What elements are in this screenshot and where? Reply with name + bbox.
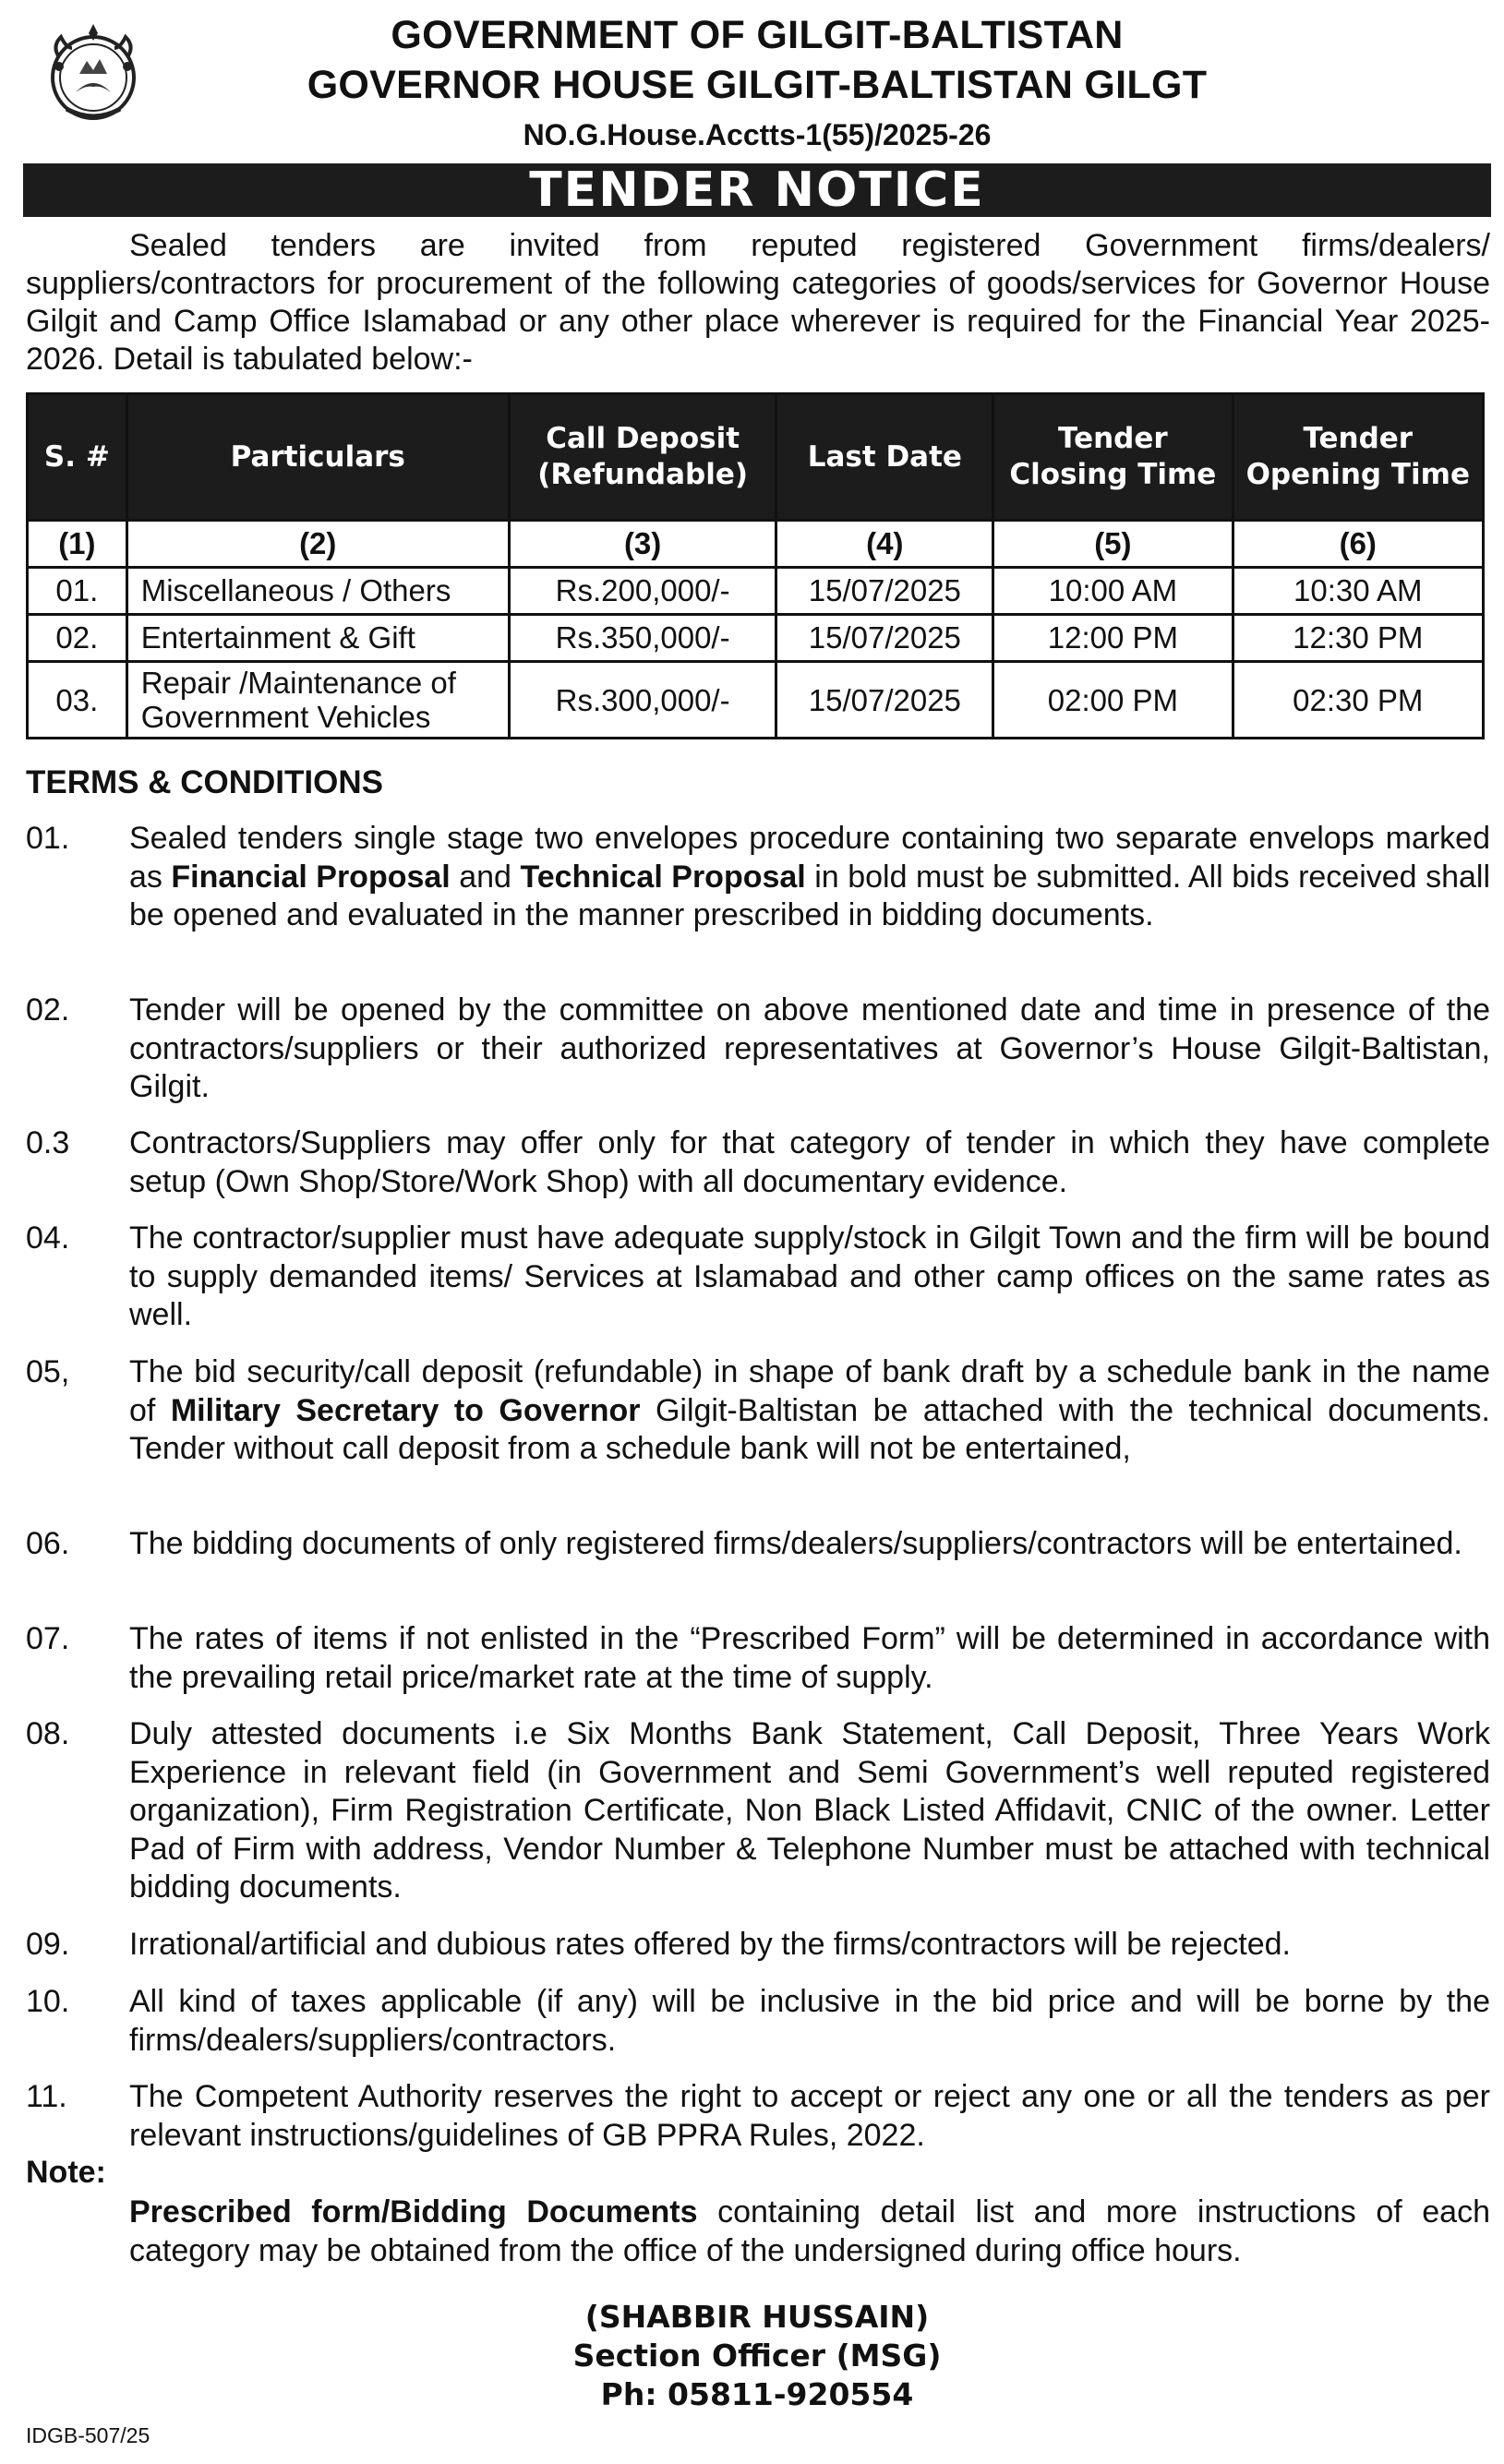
table-row <box>28 615 1484 662</box>
row-call-deposit: Rs.350,000/- <box>509 615 776 662</box>
header-line-2: GOVERNOR HOUSE GILGIT-BALTISTAN GILGT <box>307 63 1208 107</box>
table-row <box>28 662 1484 739</box>
row-sno: 02. <box>28 615 127 662</box>
column-number-row <box>28 521 1484 568</box>
term-item <box>26 820 1490 935</box>
term-number: 01. <box>26 821 70 856</box>
term-text: The Competent Authority reserves the right to accept or reject any one or all the tenders as per relevant instructions/guidelines of GB PPRA Rules, 2022. <box>129 2079 1490 2153</box>
column-number: (6) <box>1233 521 1483 568</box>
term-item <box>26 1715 1490 1907</box>
term-text: Contractors/Suppliers may offer only for that category of tender in which they have complete setup (Own Shop/Store/Work Shop) with all documentary evidence. <box>129 1125 1490 1199</box>
term-item <box>26 1525 1490 1564</box>
column-number: (4) <box>776 521 993 568</box>
column-number: (2) <box>126 521 509 568</box>
signatory-phone: Ph: 05811-920554 <box>600 2376 914 2412</box>
header-call-deposit: Call Deposit (Refundable) <box>509 394 776 521</box>
term-item <box>26 1926 1490 1965</box>
column-number: (5) <box>993 521 1233 568</box>
term-text: The contractor/supplier must have adequate supply/stock in Gilgit Town and the firm will be bound to supply demanded items/ Services at Islamabad and other camp offices on the same rates as well. <box>129 1220 1490 1332</box>
note-text-part: containing detail list and more instructions of each category may be obtained from the office of the undersigned during office hours. <box>129 2194 1490 2268</box>
term-text: Tender will be opened by the committee on above mentioned date and time in presence of the contractors/suppliers or their authorized representatives at Governor’s House Gilgit-Baltistan, Gilgit. <box>129 992 1490 1104</box>
column-number: (1) <box>28 521 127 568</box>
row-call-deposit: Rs.300,000/- <box>509 662 776 739</box>
row-opening-time: 10:30 AM <box>1233 568 1483 615</box>
term-bold-part: Technical Proposal <box>520 859 806 895</box>
emblem-icon <box>39 20 148 129</box>
tender-notice-banner: TENDER NOTICE <box>23 163 1491 217</box>
term-text: The rates of items if not enlisted in the “Prescribed Form” will be determined in accordance with the prevailing retail price/market rate at the time of supply. <box>129 1621 1490 1695</box>
term-number: 02. <box>26 992 70 1028</box>
term-text-part: Sealed tenders single stage two envelopes procedure containing two separate envelops marked as <box>129 821 1490 895</box>
row-particulars: Miscellaneous / Others <box>126 568 509 615</box>
signatory-name: (SHABBIR HUSSAIN) <box>584 2299 930 2335</box>
term-text <box>129 820 1490 935</box>
header-opening-time: Tender Opening Time <box>1233 394 1483 521</box>
row-call-deposit: Rs.200,000/- <box>509 568 776 615</box>
row-sno: 01. <box>28 568 127 615</box>
reference-number: NO.G.House.Acctts-1(55)/2025-26 <box>523 118 992 151</box>
header-last-date: Last Date <box>776 394 993 521</box>
note-label: Note: <box>26 2155 106 2190</box>
header-closing-time: Tender Closing Time <box>993 394 1233 521</box>
term-number: 08. <box>26 1716 70 1751</box>
term-text-part: Gilgit-Baltistan be attached with the technical documents. Tender without call deposit from a schedule bank will not be entertained, <box>129 1392 1490 1466</box>
row-last-date: 15/07/2025 <box>776 662 993 739</box>
term-number: 0.3 <box>26 1125 70 1160</box>
terms-title: TERMS & CONDITIONS <box>26 764 383 800</box>
row-closing-time: 10:00 AM <box>993 568 1233 615</box>
term-text-part: in bold must be submitted. All bids received shall be opened and evaluated in the manner prescribed in bidding documents. <box>129 859 1490 932</box>
term-bold-part: Military Secretary to Governor <box>170 1392 641 1428</box>
term-text: The bidding documents of only registered firms/dealers/suppliers/contractors will be entertained. <box>129 1526 1462 1561</box>
row-last-date: 15/07/2025 <box>776 568 993 615</box>
row-closing-time: 02:00 PM <box>993 662 1233 739</box>
term-text: All kind of taxes applicable (if any) will be inclusive in the bid price and will be borne by the firms/dealers/suppliers/contractors. <box>129 1984 1490 2058</box>
row-particulars: Entertainment & Gift <box>126 615 509 662</box>
term-text: Duly attested documents i.e Six Months Bank Statement, Call Deposit, Three Years Work Experience in relevant field (in Government and Semi Government’s well reputed registered organization), Firm Registration Certificate, Non Black Listed Affidavit, CNIC of the owner. Letter Pad of Firm with address, Vendor Number & Telephone Number must be attached with technical bidding documents. <box>129 1716 1490 1905</box>
row-opening-time: 12:30 PM <box>1233 615 1483 662</box>
row-last-date: 15/07/2025 <box>776 615 993 662</box>
row-opening-time: 02:30 PM <box>1233 662 1483 739</box>
footer-code: IDGB-507/25 <box>26 2423 150 2447</box>
tender-table <box>26 392 1485 739</box>
term-text <box>129 1353 1490 1469</box>
header-line-1: GOVERNMENT OF GILGIT-BALTISTAN <box>391 13 1124 57</box>
note-text <box>129 2194 1490 2270</box>
header-sno: S. # <box>28 394 127 521</box>
row-closing-time: 12:00 PM <box>993 615 1233 662</box>
table-header-row <box>28 394 1484 521</box>
term-item <box>26 1620 1490 1697</box>
term-number: 04. <box>26 1220 70 1256</box>
term-text-part: and <box>450 859 521 895</box>
term-item <box>26 1124 1490 1201</box>
term-item <box>26 1353 1490 1469</box>
term-number: 05, <box>26 1354 70 1389</box>
term-number: 06. <box>26 1526 70 1561</box>
row-particulars: Repair /Maintenance of Government Vehicles <box>126 662 509 739</box>
header-particulars: Particulars <box>126 394 509 521</box>
term-number: 11. <box>26 2079 67 2114</box>
term-item <box>26 1220 1490 1335</box>
term-text: Irrational/artificial and dubious rates offered by the firms/contractors will be rejected. <box>129 1927 1291 1962</box>
term-item <box>26 2078 1490 2155</box>
signatory-title: Section Officer (MSG) <box>572 2338 942 2374</box>
row-sno: 03. <box>28 662 127 739</box>
column-number: (3) <box>509 521 776 568</box>
term-bold-part: Financial Proposal <box>171 859 451 895</box>
term-text-part: The bid security/call deposit (refundable) in shape of bank draft by a schedule bank in the name of <box>129 1354 1490 1428</box>
table-row <box>28 568 1484 615</box>
term-number: 07. <box>26 1621 70 1656</box>
term-item <box>26 992 1490 1107</box>
note-bold-part: Prescribed form/Bidding Documents <box>129 2194 698 2230</box>
term-item <box>26 1983 1490 2060</box>
intro-paragraph: Sealed tenders are invited from reputed registered Government firms/dealers/ suppliers/contractors for procurement of the following categories of goods/services for Governor House Gilgit and Camp Office Islamabad or any other place wherever is required for the Financial Year 2025-2026. Detail is tabulated below:- <box>26 228 1490 377</box>
term-number: 09. <box>26 1927 70 1962</box>
term-number: 10. <box>26 1984 70 2019</box>
